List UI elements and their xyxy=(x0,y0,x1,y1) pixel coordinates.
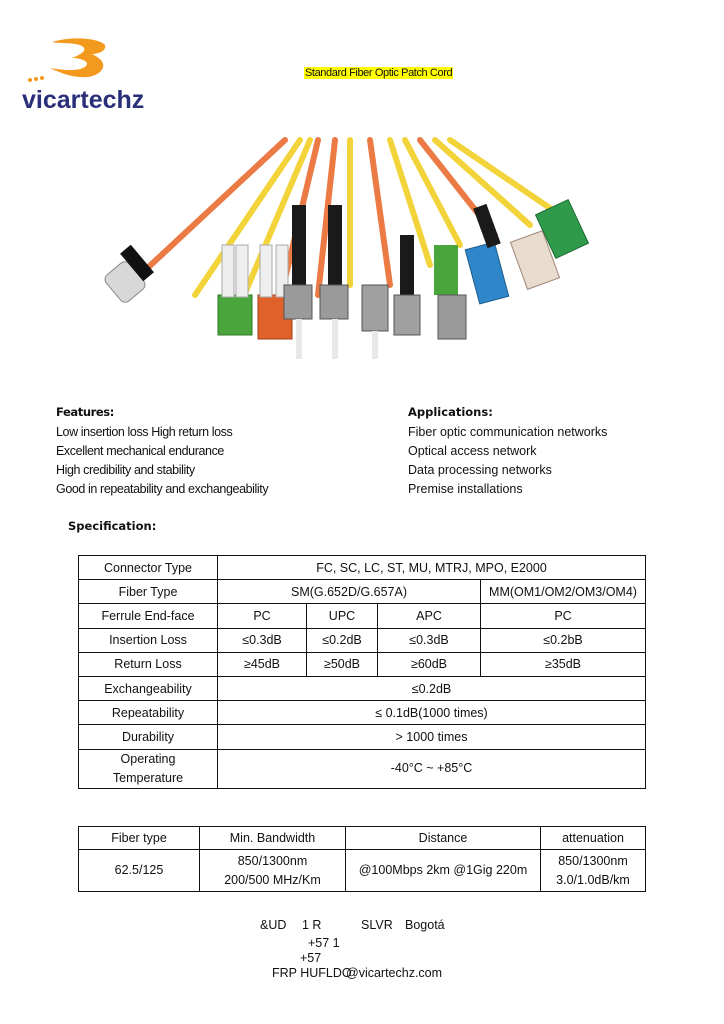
specification-table xyxy=(78,555,646,789)
attenuation-line: 850/1300nm xyxy=(558,853,628,868)
feature-item: Good in repeatability and exchangeability xyxy=(56,482,269,496)
contact-phone: +57 1 xyxy=(308,936,340,950)
table-cell: @100Mbps 2km @1Gig 220m xyxy=(346,850,541,892)
table-cell: ≤0.2dB xyxy=(218,676,646,700)
contact-city: Bogotá xyxy=(405,918,445,932)
application-item: Data processing networks xyxy=(408,463,552,477)
table-row xyxy=(79,580,646,604)
table-cell-label: Repeatability xyxy=(79,701,218,725)
table-cell-label: Ferrule End-face xyxy=(79,604,218,628)
table-cell: ≤0.2dB xyxy=(307,628,378,652)
table-header-row xyxy=(79,827,646,850)
table-row xyxy=(79,556,646,580)
contact-text: &UD xyxy=(260,918,287,932)
logo-wordmark: vicartechz xyxy=(22,86,145,114)
table-cell: PC xyxy=(481,604,646,628)
table-cell: SM(G.652D/G.657A) xyxy=(218,580,481,604)
temperature-label: Temperature xyxy=(112,770,184,785)
table-cell: ≤0.2bB xyxy=(481,628,646,652)
table-cell-label: Connector Type xyxy=(79,556,218,580)
table-cell: ≥35dB xyxy=(481,652,646,676)
operating-label: Operating xyxy=(120,751,176,766)
contact-email-prefix: FRP HUFLDO xyxy=(272,966,352,980)
table-cell-label: Fiber Type xyxy=(79,580,218,604)
feature-item: High credibility and stability xyxy=(56,463,195,477)
table-cell-label: Exchangeability xyxy=(79,676,218,700)
table-row xyxy=(79,676,646,700)
table-header-cell: attenuation xyxy=(541,827,646,850)
table-cell: ≤0.3dB xyxy=(218,628,307,652)
table-row xyxy=(79,749,646,788)
bandwidth-line: 200/500 MHz/Km xyxy=(224,872,321,887)
table-cell: ≤0.3dB xyxy=(378,628,481,652)
application-item: Optical access network xyxy=(408,444,537,458)
table-cell-label xyxy=(79,749,218,788)
table-row xyxy=(79,604,646,628)
table-row xyxy=(79,652,646,676)
table-cell: PC xyxy=(218,604,307,628)
bandwidth-table xyxy=(78,826,646,892)
feature-item: Excellent mechanical endurance xyxy=(56,444,224,458)
features-heading: Features: xyxy=(56,405,114,419)
attenuation-line: 3.0/1.0dB/km xyxy=(556,872,630,887)
table-cell xyxy=(541,850,646,892)
table-cell: > 1000 times xyxy=(218,725,646,749)
table-cell: 62.5/125 xyxy=(79,850,200,892)
bandwidth-line: 850/1300nm xyxy=(237,853,308,868)
features-section xyxy=(56,403,268,499)
table-row xyxy=(79,725,646,749)
table-header-cell: Distance xyxy=(346,827,541,850)
patch-cord-product-photo xyxy=(100,135,630,385)
feature-item: Low insertion loss High return loss xyxy=(56,425,233,439)
table-cell: FC, SC, LC, ST, MU, MTRJ, MPO, E2000 xyxy=(218,556,646,580)
contact-text: SLVR xyxy=(361,918,393,932)
application-item: Fiber optic communication networks xyxy=(408,425,608,439)
table-cell: MM(OM1/OM2/OM3/OM4) xyxy=(481,580,646,604)
table-cell: -40°C ~ +85°C xyxy=(218,749,646,788)
table-cell: ≤ 0.1dB(1000 times) xyxy=(218,701,646,725)
table-header-cell: Fiber type xyxy=(79,827,200,850)
table-cell-label: Return Loss xyxy=(79,652,218,676)
contact-email-domain[interactable]: @vicartechz.com xyxy=(346,966,443,980)
table-cell-label: Insertion Loss xyxy=(79,628,218,652)
table-cell: UPC xyxy=(307,604,378,628)
contact-phone: +57 xyxy=(300,951,322,965)
table-cell: ≥45dB xyxy=(218,652,307,676)
contact-text: 1 R xyxy=(302,918,322,932)
specification-heading: Specification: xyxy=(68,519,157,533)
page-title: Standard Fiber Optic Patch Cord xyxy=(305,67,453,79)
table-cell xyxy=(200,850,346,892)
table-row xyxy=(79,628,646,652)
table-cell: APC xyxy=(378,604,481,628)
table-row xyxy=(79,701,646,725)
applications-heading: Applications: xyxy=(408,405,493,419)
company-logo xyxy=(22,36,145,114)
table-row xyxy=(79,850,646,892)
table-cell: ≥50dB xyxy=(307,652,378,676)
table-header-cell: Min. Bandwidth xyxy=(200,827,346,850)
application-item: Premise installations xyxy=(408,482,523,496)
table-cell: ≥60dB xyxy=(378,652,481,676)
applications-section xyxy=(408,403,607,499)
table-cell-label: Durability xyxy=(79,725,218,749)
